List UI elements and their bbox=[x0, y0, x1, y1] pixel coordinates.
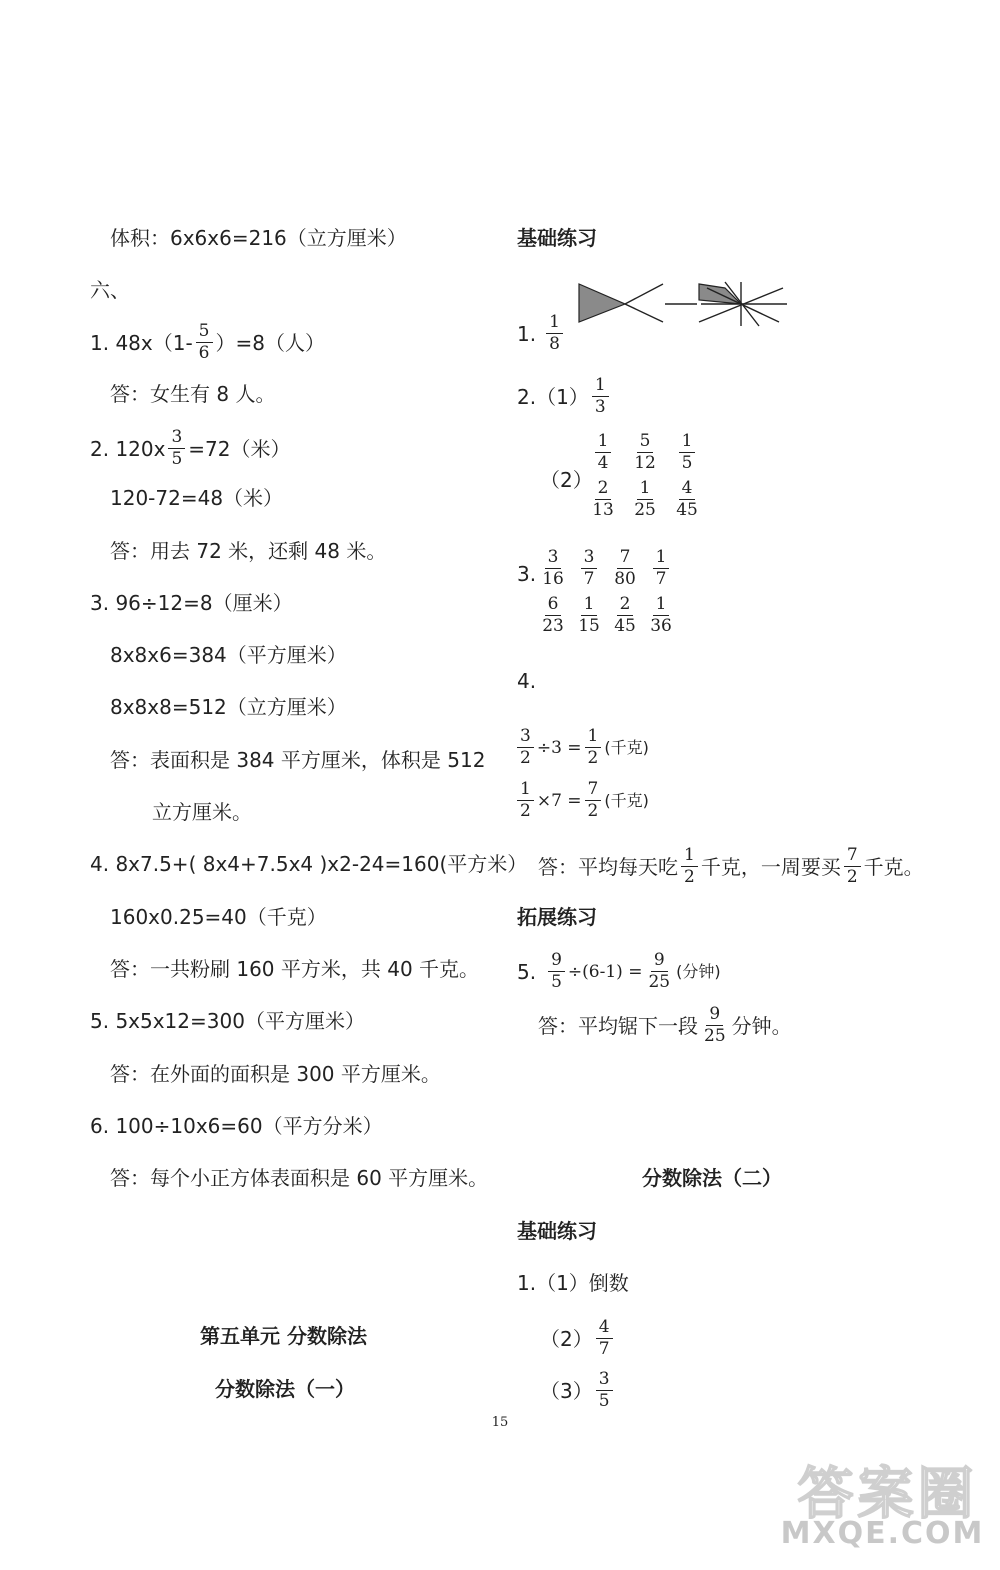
fraction: $\frac{1}{7}$ bbox=[653, 548, 670, 589]
fraction: $\frac{5}{6}$ bbox=[196, 322, 213, 363]
section-title-1: 分数除法（一） bbox=[215, 1377, 355, 1401]
fraction-diagram bbox=[575, 280, 790, 328]
fraction: $\frac{1}{15}$ bbox=[578, 594, 600, 636]
extension-practice-heading: 拓展练习 bbox=[517, 905, 597, 929]
volume-line: 体积：6x6x6=216（立方厘米） bbox=[110, 226, 407, 250]
fraction: $\frac{1}{2}$ bbox=[585, 727, 602, 768]
fraction: $\frac{3}{5}$ bbox=[596, 1370, 613, 1411]
fraction: $\frac{7}{80}$ bbox=[614, 547, 636, 589]
q4-line-2: $\frac{1}{2}$ ×7 = $\frac{7}{2}$ (千克) bbox=[517, 780, 649, 821]
problem-4-equation: 4. 8x7.5+( 8x4+7.5x4 )x2-24=160(平方米） bbox=[90, 852, 528, 876]
fraction: $\frac{1}{2}$ bbox=[681, 846, 698, 887]
fraction: $\frac{5}{12}$ bbox=[634, 431, 656, 473]
right-q4-label: 4. bbox=[517, 669, 537, 693]
page-number: 15 bbox=[491, 1415, 509, 1430]
q4-answer: 答：平均每天吃 $\frac{1}{2}$ 千克，一周要买 $\frac{7}{2}$ 千克。 bbox=[538, 845, 924, 887]
fraction: $\frac{7}{2}$ bbox=[585, 780, 602, 821]
fraction: $\frac{4}{7}$ bbox=[596, 1318, 613, 1359]
fraction: $\frac{1}{3}$ bbox=[592, 376, 609, 417]
right-q5: 5. $\frac{9}{5}$ ÷(6-1) = $\frac{9}{25}$ (分钟) bbox=[517, 950, 721, 992]
section-six-label: 六、 bbox=[90, 278, 130, 302]
problem-3-answer: 答：表面积是 384 平方厘米，体积是 512 bbox=[110, 748, 486, 772]
right-q1: 1. $\frac{1}{8}$ bbox=[517, 313, 566, 354]
fraction: $\frac{1}{36}$ bbox=[650, 594, 672, 636]
fraction: $\frac{7}{2}$ bbox=[844, 846, 861, 887]
q3-fraction-grid bbox=[540, 548, 674, 636]
fraction: $\frac{4}{45}$ bbox=[676, 478, 698, 520]
fraction: $\frac{3}{2}$ bbox=[517, 727, 534, 768]
fraction: $\frac{2}{45}$ bbox=[614, 594, 636, 636]
problem-5-equation: 5. 5x5x12=300（平方厘米） bbox=[90, 1009, 365, 1033]
section-title-2: 分数除法（二） bbox=[642, 1166, 782, 1190]
problem-2-answer: 答：用去 72 米，还剩 48 米。 bbox=[110, 539, 387, 563]
q4-line-1: $\frac{3}{2}$ ÷3 = $\frac{1}{2}$ (千克) bbox=[517, 727, 649, 768]
q2-fraction-grid bbox=[588, 432, 702, 520]
right-q2-part2-label: （2） bbox=[540, 468, 593, 492]
basic-practice-heading-2: 基础练习 bbox=[517, 1219, 597, 1243]
fraction: $\frac{1}{8}$ bbox=[546, 313, 563, 354]
fraction: $\frac{3}{16}$ bbox=[542, 547, 564, 589]
problem-1-equation: 1. 48x（1- $\frac{5}{6}$ ）=8（人） bbox=[90, 321, 325, 363]
problem-6-equation: 6. 100÷10x6=60（平方分米） bbox=[90, 1114, 383, 1138]
fraction: $\frac{2}{13}$ bbox=[592, 478, 614, 520]
watermark-cn: 答案圈 bbox=[797, 1462, 978, 1527]
problem-3-equation: 3. 96÷12=8（厘米） bbox=[90, 591, 293, 615]
fraction: $\frac{1}{2}$ bbox=[517, 780, 534, 821]
problem-4-answer: 答：一共粉刷 160 平方米，共 40 千克。 bbox=[110, 957, 480, 981]
problem-2-equation: 2. 120x $\frac{3}{5}$ =72（米） bbox=[90, 427, 291, 469]
s2-q1: 1.（1）倒数 bbox=[517, 1271, 629, 1295]
problem-2-step: 120-72=48（米） bbox=[110, 486, 284, 510]
triangle-ray bbox=[625, 284, 663, 304]
problem-3-answer-cont: 立方厘米。 bbox=[152, 800, 252, 824]
shaded-triangle bbox=[579, 284, 625, 322]
fraction: $\frac{3}{5}$ bbox=[168, 428, 185, 469]
s2-q2: （2） $\frac{4}{7}$ bbox=[540, 1318, 616, 1359]
fraction: $\frac{3}{7}$ bbox=[581, 548, 598, 589]
fraction: $\frac{1}{4}$ bbox=[595, 432, 612, 473]
fraction: $\frac{1}{5}$ bbox=[679, 432, 696, 473]
problem-3-step-1: 8x8x6=384（平方厘米） bbox=[110, 643, 347, 667]
unit-title: 第五单元 分数除法 bbox=[200, 1324, 367, 1348]
s2-q3: （3） $\frac{3}{5}$ bbox=[540, 1370, 616, 1411]
fraction: $\frac{9}{5}$ bbox=[548, 951, 565, 992]
fraction: $\frac{9}{25}$ bbox=[648, 950, 671, 992]
problem-4-step: 160x0.25=40（千克） bbox=[110, 905, 327, 929]
triangle-ray bbox=[625, 304, 663, 322]
watermark-en: MXQE.COM bbox=[780, 1516, 985, 1551]
right-q3-label: 3. bbox=[517, 562, 537, 586]
q5-answer: 答：平均锯下一段 $\frac{9}{25}$ 分钟。 bbox=[538, 1004, 792, 1046]
basic-practice-heading: 基础练习 bbox=[517, 226, 597, 250]
problem-6-answer: 答：每个小正方体表面积是 60 平方厘米。 bbox=[110, 1166, 489, 1190]
fraction: $\frac{1}{25}$ bbox=[634, 478, 656, 520]
right-q2-part1: 2.（1） $\frac{1}{3}$ bbox=[517, 376, 612, 417]
problem-3-step-2: 8x8x8=512（立方厘米） bbox=[110, 695, 347, 719]
fraction: $\frac{9}{25}$ bbox=[704, 1004, 726, 1046]
watermark-logo bbox=[770, 1450, 995, 1565]
problem-1-answer: 答：女生有 8 人。 bbox=[110, 382, 276, 406]
fraction: $\frac{6}{23}$ bbox=[542, 594, 564, 636]
problem-5-answer: 答：在外面的面积是 300 平方厘米。 bbox=[110, 1062, 441, 1086]
